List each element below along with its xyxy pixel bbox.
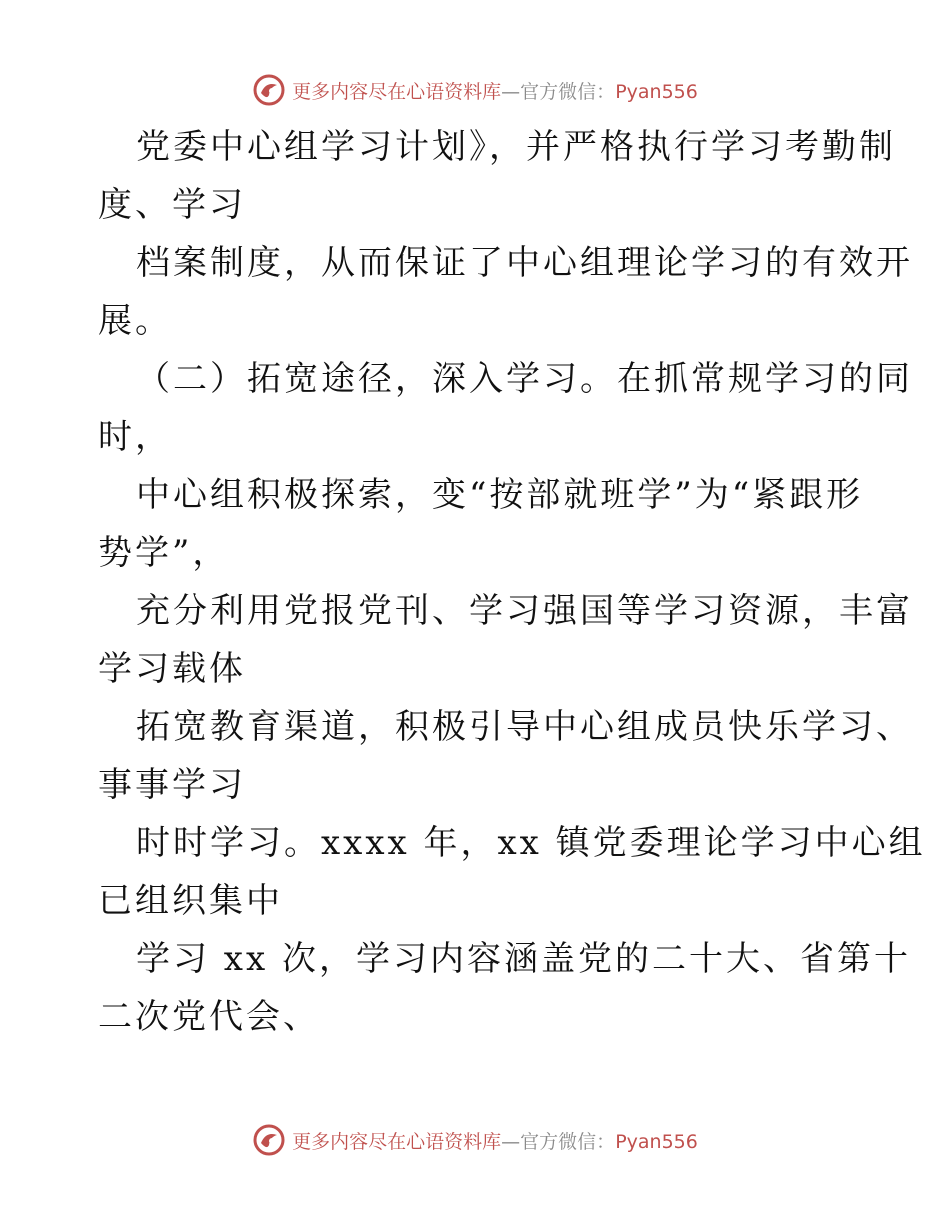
paragraph-line: 时时学习。xxxx 年，xx 镇党委理论学习中心组 xyxy=(136,823,926,863)
paragraph-line: 展。 xyxy=(98,301,172,341)
watermark-text xyxy=(292,77,698,104)
paragraph-line: 党委中心组学习计划》，并严格执行学习考勤制 xyxy=(136,127,896,167)
footer-watermark xyxy=(0,1120,950,1160)
document-body xyxy=(98,118,926,1046)
paragraph-line: 中心组积极探索，变“按部就班学”为“紧跟形 xyxy=(136,475,864,515)
watermark-text xyxy=(292,1127,698,1154)
watermark-wechat-id: Pyan556 xyxy=(615,1130,698,1153)
red-swirl-logo-icon xyxy=(252,73,286,107)
paragraph-line: 充分利用党报党刊、学习强国等学习资源，丰富 xyxy=(136,591,913,631)
header-watermark xyxy=(0,70,950,110)
paragraph-line: 时， xyxy=(98,417,172,457)
red-swirl-logo-icon xyxy=(252,1123,286,1157)
paragraph-line: 学习载体 xyxy=(98,649,246,689)
paragraph-line: 拓宽教育渠道，积极引导中心组成员快乐学习、 xyxy=(136,707,913,747)
watermark-dash: — xyxy=(501,1130,521,1153)
paragraph-line: 已组织集中 xyxy=(98,881,283,921)
watermark-brand: 更多内容尽在心语资料库 xyxy=(292,80,502,103)
watermark-wechat-label: 官方微信： xyxy=(520,1130,616,1153)
paragraph-line: 二次党代会、 xyxy=(98,997,320,1037)
paragraph-line: 事事学习 xyxy=(98,765,246,805)
paragraph-line: 度、学习 xyxy=(98,185,246,225)
watermark-dash: — xyxy=(501,80,521,103)
paragraph-line: 学习 xx 次，学习内容涵盖党的二十大、省第十 xyxy=(136,939,911,979)
watermark-wechat-label: 官方微信： xyxy=(520,80,616,103)
paragraph-line: （二）拓宽途径，深入学习。在抓常规学习的同 xyxy=(136,359,913,399)
watermark-brand: 更多内容尽在心语资料库 xyxy=(292,1130,502,1153)
paragraph-line: 档案制度，从而保证了中心组理论学习的有效开 xyxy=(136,243,913,283)
paragraph-line: 势学”， xyxy=(98,533,230,573)
watermark-wechat-id: Pyan556 xyxy=(615,80,698,103)
